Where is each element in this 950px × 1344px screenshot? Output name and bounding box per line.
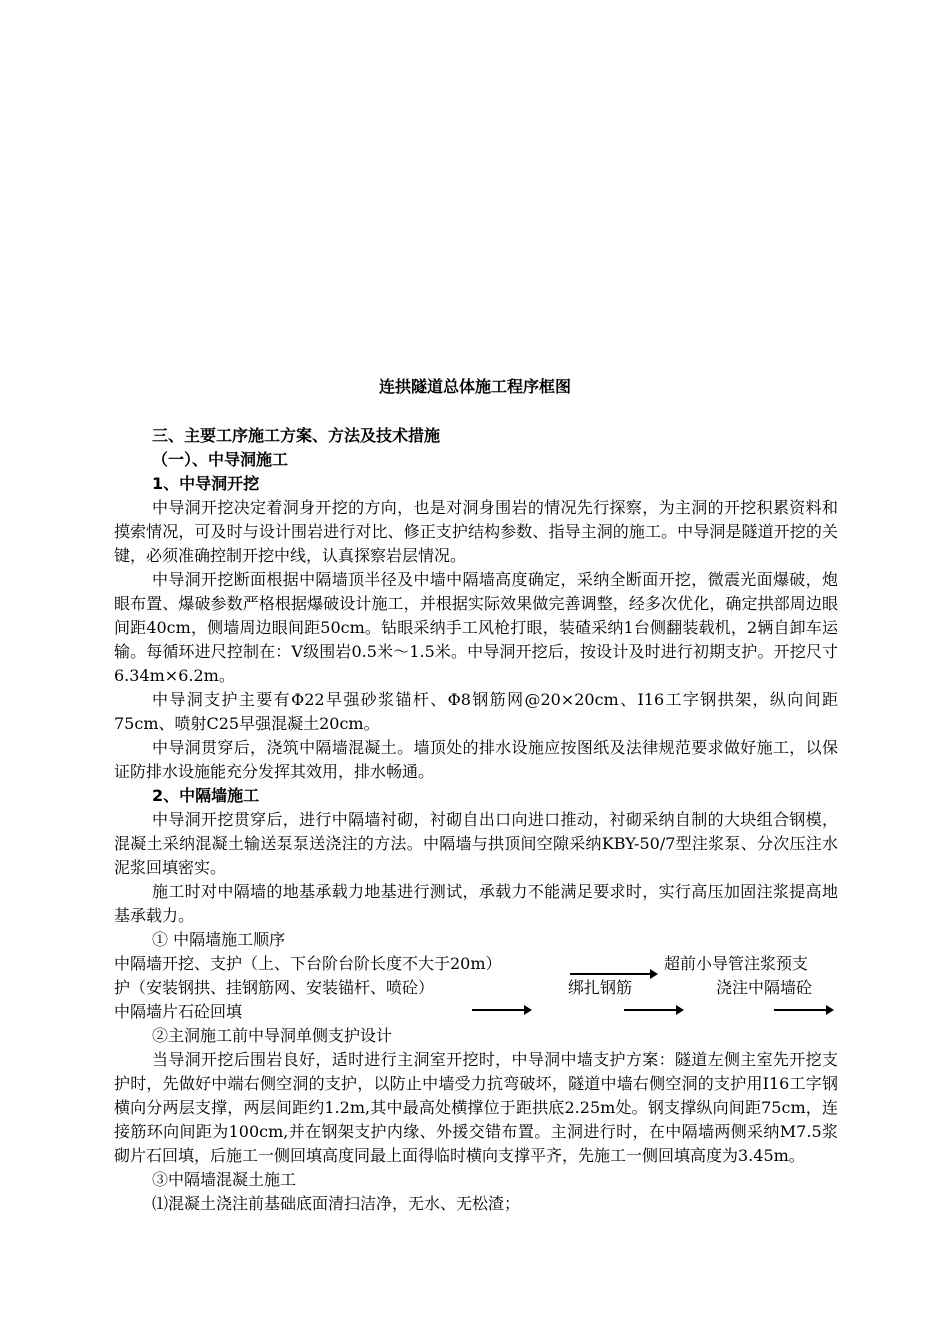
flow-arrow xyxy=(570,973,656,975)
paragraph: 中导洞贯穿后，浇筑中隔墙混凝土。墙顶处的排水设施应按图纸及法律规范要求做好施工，以保证防排水设施能充分发挥其效用，排水畅通。 xyxy=(114,738,838,781)
construction-sequence-flow xyxy=(114,952,838,1024)
flow-arrow xyxy=(624,1009,682,1011)
figure-title: 连拱隧道总体施工程序框图 xyxy=(378,377,571,396)
design-label: ②主洞施工前中导洞单侧支护设计 xyxy=(152,1026,393,1045)
paragraph: 当导洞开挖后围岩良好，适时进行主洞室开挖时，中导洞中墙支护方案：隧道左侧主室先开挖支护时，先做好中端右侧空洞的支护，以防止中墙受力抗弯破坏，隧道中墙右侧空洞的支护用I16工字钢横向分两层支撑，两层间距约1.2m,其中最高处横撑位于距拱底2.25m处。钢支撑纵向间距75cm，连接筋环向间距为100cm,并在钢架支护内缘、外援交错布置。主洞进行时，在中隔墙两侧采纳M7.5浆砌片石回填，后施工一侧回填高度同最上面得临时横向支撑平齐，先施工一侧回填高度为3.45m。 xyxy=(114,1050,838,1165)
concrete-item: ⑴混凝土浇注前基础底面清扫洁净，无水、无松渣； xyxy=(152,1194,521,1213)
paragraph: 中导洞开挖断面根据中隔墙顶半径及中墙中隔墙高度确定，采纳全断面开挖，微震光面爆破，炮眼布置、爆破参数严格根据爆破设计施工，并根据实际效果做完善调整，经多次优化，确定拱部周边眼间距40cm，侧墙周边眼间距50cm。钻眼采纳手工风枪打眼，装碴采纳1台侧翻装载机，2辆自卸车运输。每循环进尺控制在：Ⅴ级围岩0.5米～1.5米。中导洞开挖后，按设计及时进行初期支护。开挖尺寸6.34m×6.2m。 xyxy=(114,570,838,685)
flow-arrow xyxy=(774,1009,832,1011)
flow-step-backfill: 中隔墙片石砼回填 xyxy=(114,1002,243,1021)
sequence-label: ① 中隔墙施工顺序 xyxy=(152,930,286,949)
document-body xyxy=(114,424,838,1216)
paragraph: 施工时对中隔墙的地基承载力地基进行测试，承载力不能满足要求时，实行高压加固注浆提高地基承载力。 xyxy=(114,882,838,925)
section-heading: 三、主要工序施工方案、方法及技术措施 xyxy=(152,426,441,445)
flow-step-support-detail: 护（安装钢拱、挂钢筋网、安装锚杆、喷砼） xyxy=(114,978,435,997)
flow-step-pour-wall: 浇注中隔墙砼 xyxy=(716,978,813,997)
flow-step-rebar: 绑扎钢筋 xyxy=(568,978,633,997)
subsection-heading: （一）、中导洞施工 xyxy=(152,450,289,469)
paragraph: 中导洞开挖贯穿后，进行中隔墙衬砌，衬砌自出口向进口推动，衬砌采纳自制的大块组合钢模，混凝土采纳混凝土输送泵泵送浇注的方法。中隔墙与拱顶间空隙采纳KBY-50/7型注浆泵、分次压注水泥浆回填密实。 xyxy=(114,810,838,877)
paragraph: 中导洞开挖决定着洞身开挖的方向，也是对洞身围岩的情况先行探察，为主洞的开挖积累资料和摸索情况，可及时与设计围岩进行对比、修正支护结构参数、指导主洞的施工。中导洞是隧道开挖的关键，必须准确控制开挖中线，认真探察岩层情况。 xyxy=(114,498,838,565)
flow-step-excavation: 中隔墙开挖、支护（上、下台阶台阶长度不大于20m） xyxy=(114,954,502,973)
paragraph: 中导洞支护主要有Φ22早强砂浆锚杆、Φ8钢筋网@20×20cm、I16工字钢拱架，纵向间距75cm、喷射C25早强混凝土20cm。 xyxy=(114,690,838,733)
flow-step-pre-support: 超前小导管注浆预支 xyxy=(664,954,809,973)
item1-heading: 1、中导洞开挖 xyxy=(152,474,260,493)
item2-heading: 2、中隔墙施工 xyxy=(152,786,260,805)
concrete-label: ③中隔墙混凝土施工 xyxy=(152,1170,297,1189)
flow-arrow xyxy=(472,1009,530,1011)
